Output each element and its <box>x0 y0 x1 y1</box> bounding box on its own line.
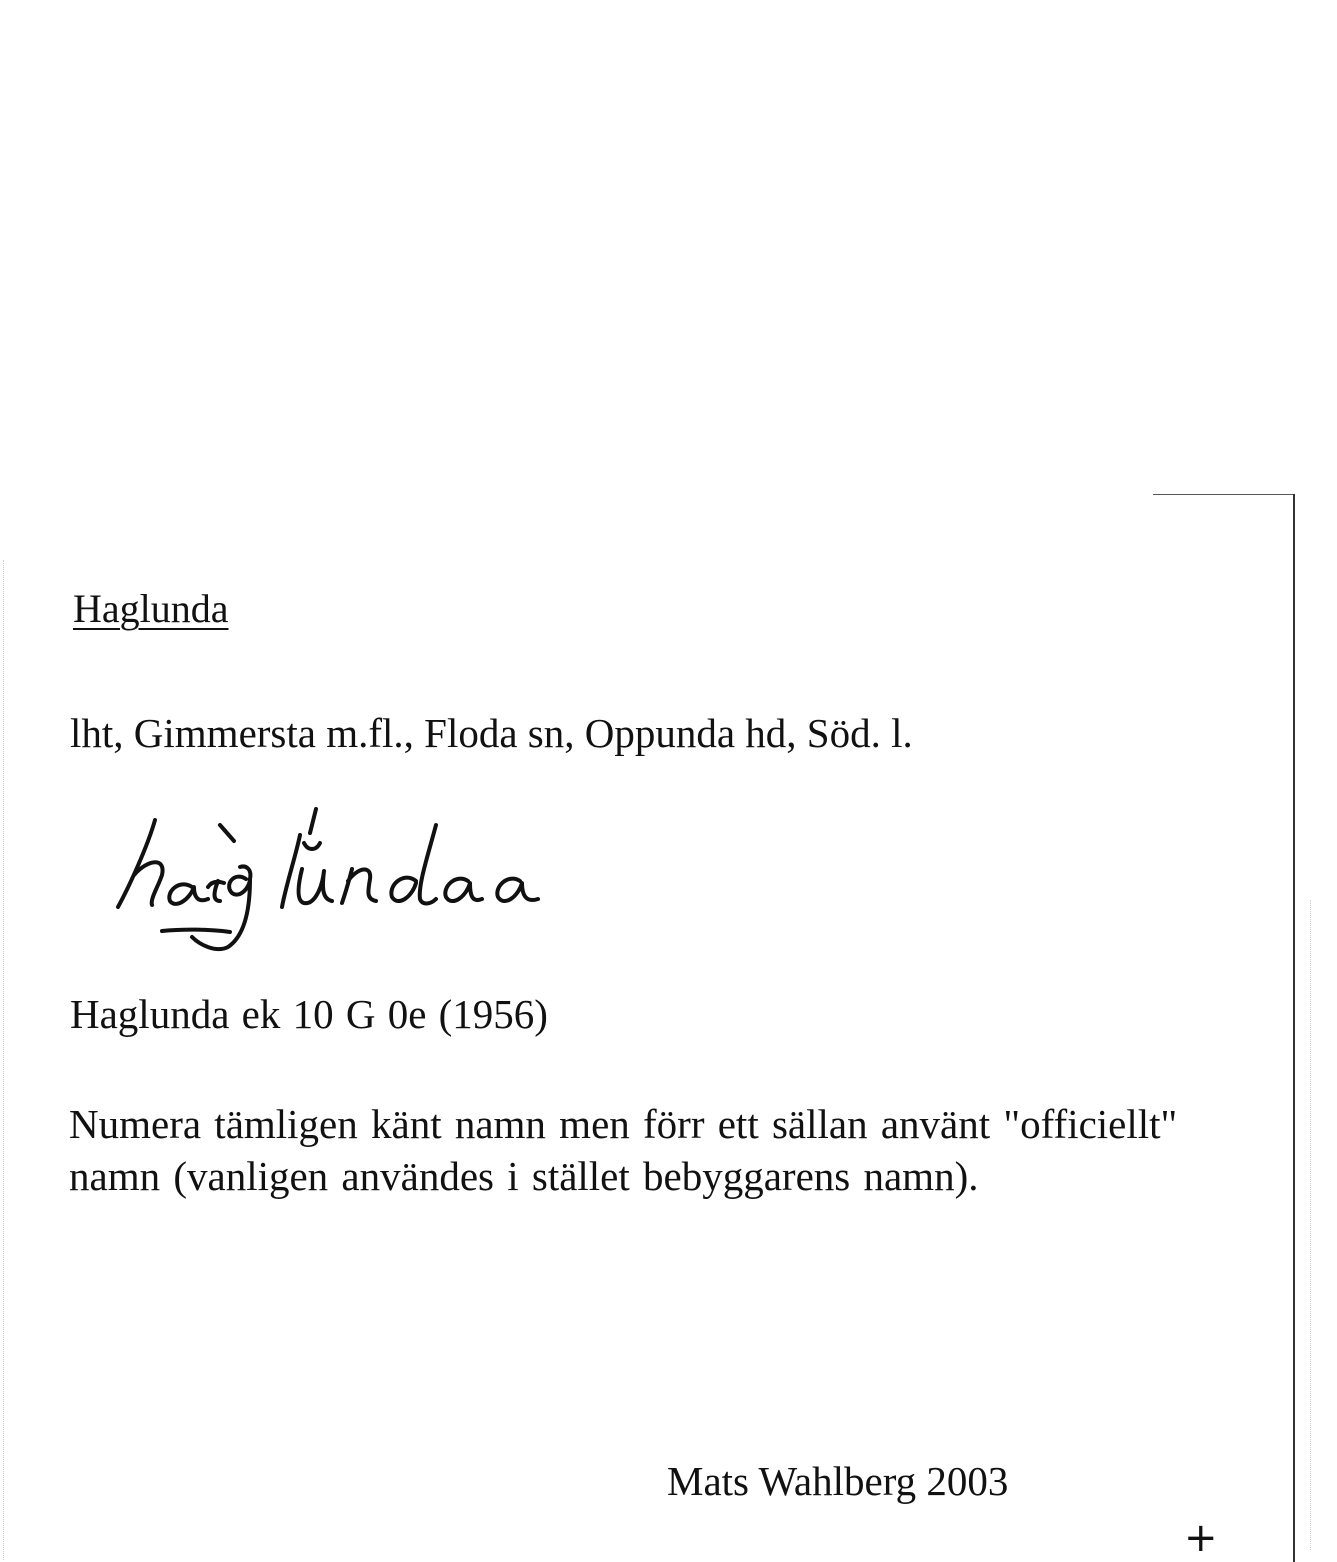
place-name-title: Haglunda <box>73 586 229 631</box>
scan-edge-left <box>3 560 4 1560</box>
author-signature-line: Mats Wahlberg 2003 <box>667 1458 1009 1504</box>
usage-note: Numera tämligen känt namn men förr ett sällan använt "officiellt" namn (vanligen användes i stället bebyggarens namn). <box>69 1101 1178 1199</box>
scan-edge-right <box>1310 900 1311 1550</box>
place-location: lht, Gimmersta m.fl., Floda sn, Oppunda hd, Söd. l. <box>70 710 913 756</box>
card-frame-right-edge <box>1293 494 1295 1562</box>
map-reference: Haglunda ek 10 G 0e (1956) <box>70 991 548 1037</box>
corner-plus-mark: + <box>1184 1515 1218 1561</box>
card-frame-top-edge <box>1153 494 1295 495</box>
handwritten-pronunciation <box>100 795 580 970</box>
